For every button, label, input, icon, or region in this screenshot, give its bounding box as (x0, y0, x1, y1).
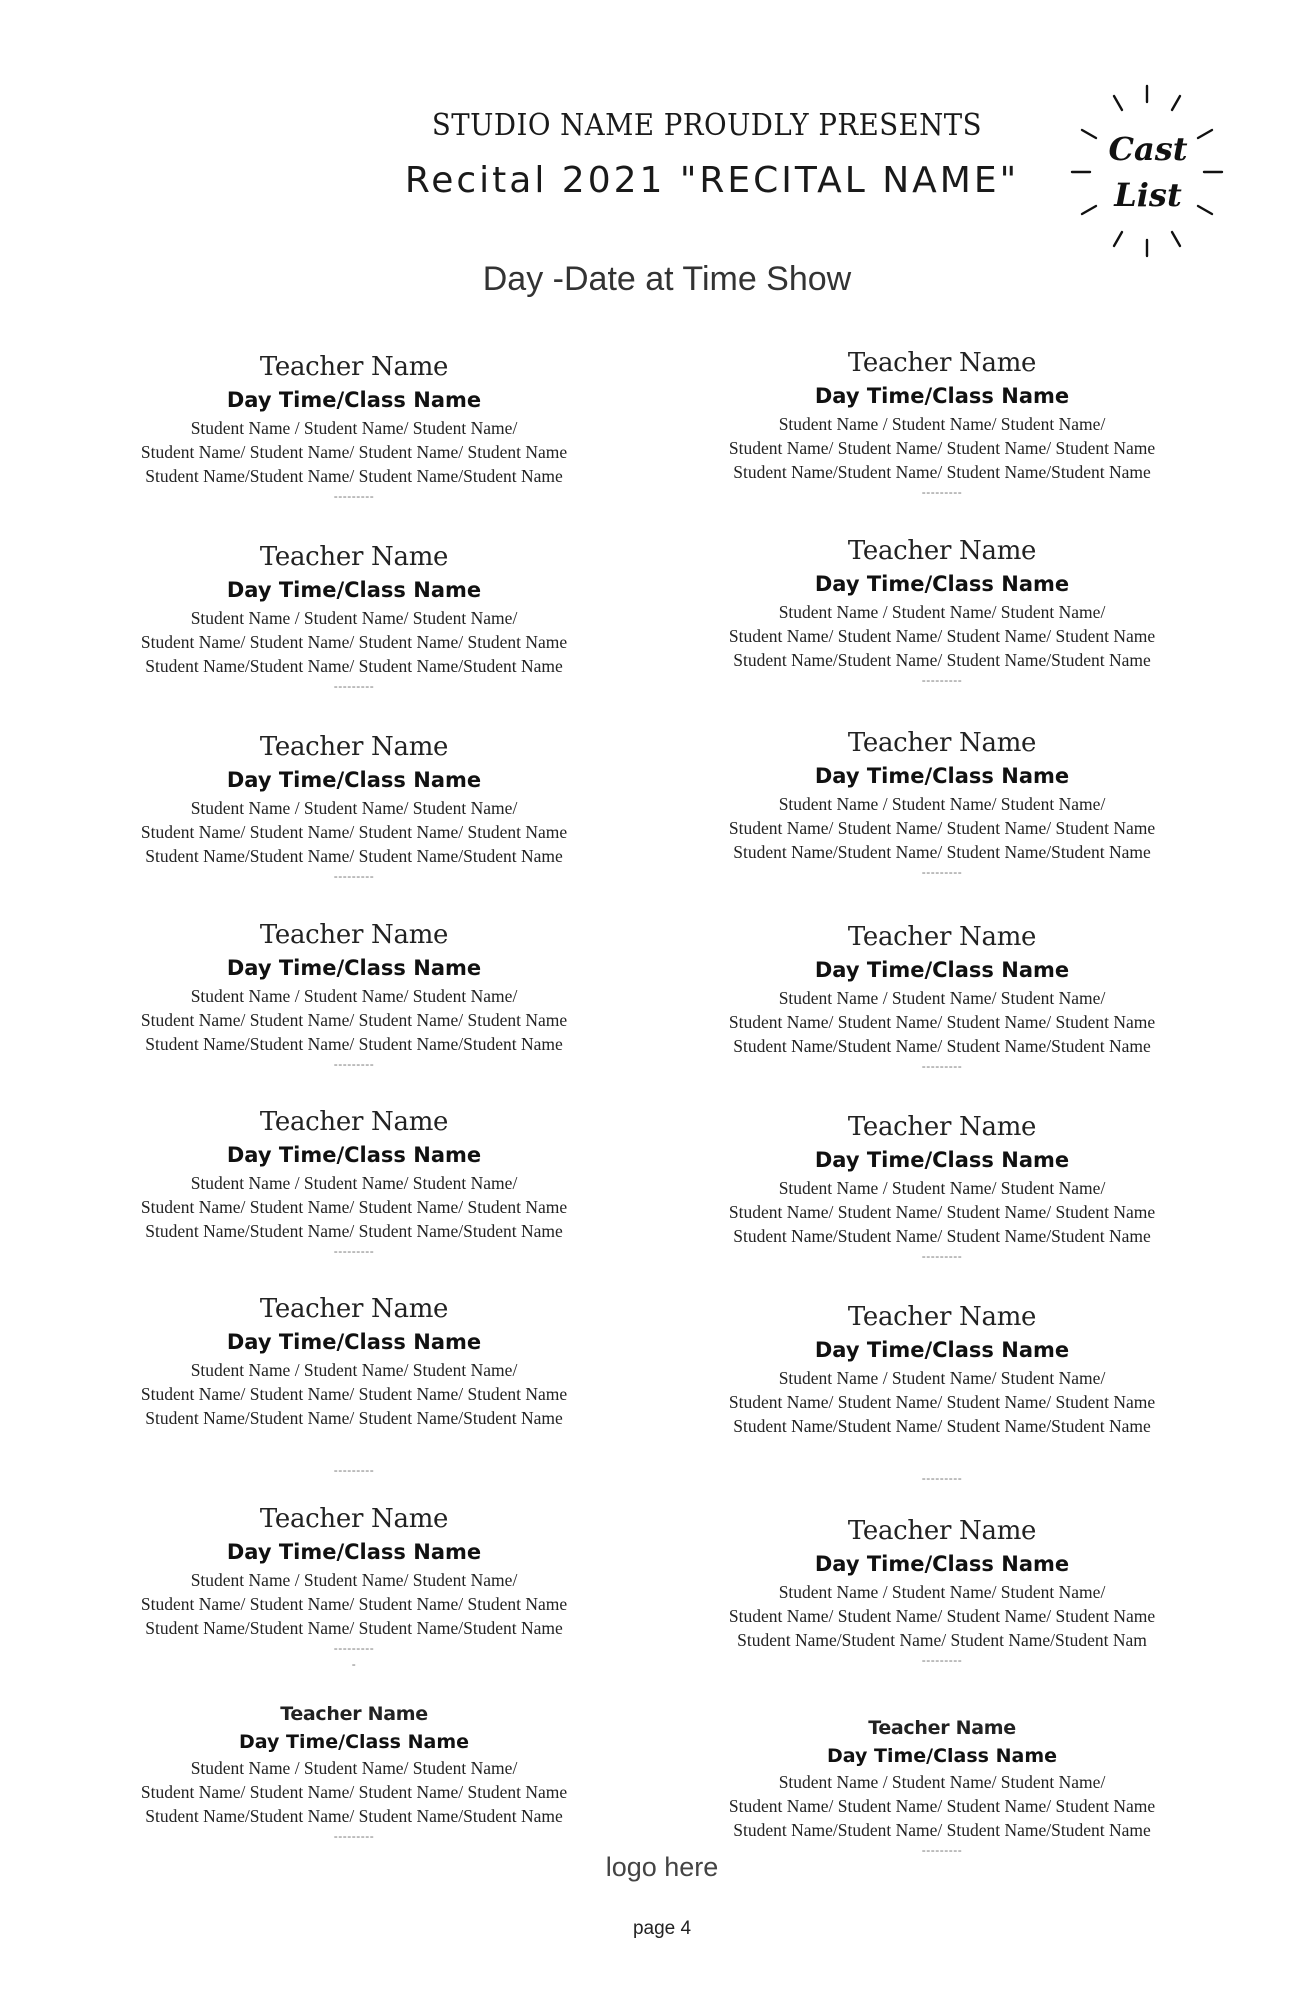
teacher-name: Teacher Name (259, 352, 449, 382)
separator: --------- (333, 679, 375, 693)
cast-entry (672, 1514, 1212, 1668)
student-line: Student Name/ Student Name/ Student Name/ Student Name (140, 442, 568, 462)
student-line: Student Name/Student Name/ Student Name/Student Name (145, 846, 563, 866)
class-name: Day Time/Class Name (826, 1745, 1058, 1767)
class-name: Day Time/Class Name (226, 1143, 482, 1167)
class-name: Day Time/Class Name (814, 764, 1070, 788)
student-line: Student Name / Student Name/ Student Name/ (778, 1582, 1106, 1602)
student-line: Student Name/Student Name/ Student Name/Student Name (733, 1036, 1151, 1056)
class-name: Day Time/Class Name (814, 1552, 1070, 1576)
student-line: Student Name / Student Name/ Student Name/ (190, 418, 518, 438)
student-line: Student Name / Student Name/ Student Name/ (778, 1368, 1106, 1388)
class-name: Day Time/Class Name (226, 578, 482, 602)
teacher-name: Teacher Name (259, 1294, 449, 1324)
student-line: Student Name/Student Name/ Student Name/Student Name (733, 842, 1151, 862)
student-line: Student Name/ Student Name/ Student Name/ Student Name (140, 822, 568, 842)
cast-entry (672, 1110, 1212, 1264)
student-line: Student Name/ Student Name/ Student Name/ Student Name (728, 1012, 1156, 1032)
student-line: Student Name/Student Name/ Student Name/Student Name (145, 1408, 563, 1428)
student-line: Student Name / Student Name/ Student Name/ (778, 988, 1106, 1008)
student-line: Student Name / Student Name/ Student Name/ (190, 608, 518, 628)
teacher-name: Teacher Name (259, 542, 449, 572)
logo-placeholder: logo here (605, 1852, 719, 1882)
cast-entry (84, 540, 624, 694)
student-line: Student Name / Student Name/ Student Name/ (190, 1570, 518, 1590)
studio-presents-heading: STUDIO NAME PROUDLY PRESENTS (431, 108, 983, 143)
student-line: Student Name / Student Name/ Student Name/ (190, 1360, 518, 1380)
student-line: Student Name/Student Name/ Student Name/Student Name (145, 1806, 563, 1826)
student-line: Student Name / Student Name/ Student Name/ (778, 414, 1106, 434)
student-line: Student Name/Student Name/ Student Name/Student Name (733, 1820, 1151, 1840)
student-line: Student Name/Student Name/ Student Name/Student Name (145, 1034, 563, 1054)
student-line: Student Name/ Student Name/ Student Name/ Student Name (728, 1796, 1156, 1816)
class-name: Day Time/Class Name (238, 1731, 470, 1753)
student-line: Student Name/ Student Name/ Student Name/ Student Name (728, 438, 1156, 458)
cast-entry (672, 1300, 1212, 1486)
student-line: Student Name/ Student Name/ Student Name/ Student Name (728, 1202, 1156, 1222)
cast-entry (84, 1502, 624, 1672)
student-line: Student Name/ Student Name/ Student Name/ Student Name (728, 1606, 1156, 1626)
teacher-name: Teacher Name (259, 920, 449, 950)
separator: --------- (921, 1843, 963, 1857)
separator: --------- (921, 865, 963, 879)
separator: --------- (333, 1057, 375, 1071)
separator: --------- (921, 1653, 963, 1667)
class-name: Day Time/Class Name (226, 1540, 482, 1564)
class-name: Day Time/Class Name (226, 768, 482, 792)
cast-entry (84, 1105, 624, 1259)
separator: --------- (921, 1059, 963, 1073)
teacher-name: Teacher Name (847, 1112, 1037, 1142)
cast-entry (672, 1714, 1212, 1858)
cast-entry (84, 1292, 624, 1478)
cast-entry (84, 1700, 624, 1844)
teacher-name: Teacher Name (847, 1516, 1037, 1546)
student-line: Student Name/ Student Name/ Student Name/ Student Name (728, 626, 1156, 646)
student-line: Student Name / Student Name/ Student Name/ (190, 798, 518, 818)
class-name: Day Time/Class Name (814, 1338, 1070, 1362)
cast-list-badge (1052, 80, 1242, 270)
teacher-name: Teacher Name (847, 1302, 1037, 1332)
student-line: Student Name / Student Name/ Student Name/ (778, 794, 1106, 814)
teacher-name: Teacher Name (259, 732, 449, 762)
teacher-name: Teacher Name (847, 348, 1037, 378)
class-name: Day Time/Class Name (226, 956, 482, 980)
class-name: Day Time/Class Name (226, 388, 482, 412)
student-line: Student Name/Student Name/ Student Name/Student Name (733, 650, 1151, 670)
student-line: Student Name/ Student Name/ Student Name/ Student Name (140, 1384, 568, 1404)
teacher-name: Teacher Name (847, 536, 1037, 566)
student-line: Student Name/ Student Name/ Student Name/ Student Name (140, 1782, 568, 1802)
teacher-name: Teacher Name (259, 1504, 449, 1534)
page-number: page 4 (632, 1918, 692, 1939)
teacher-name: Teacher Name (868, 1717, 1016, 1739)
separator: --------- (333, 489, 375, 503)
cast-entry (84, 350, 624, 504)
student-line: Student Name / Student Name/ Student Name/ (190, 986, 518, 1006)
teacher-name: Teacher Name (280, 1703, 428, 1725)
student-line: Student Name / Student Name/ Student Name/ (778, 1772, 1106, 1792)
student-line: Student Name/ Student Name/ Student Name/ Student Name (140, 1010, 568, 1030)
separator: --------- (333, 869, 375, 883)
student-line: Student Name/Student Name/ Student Name/Student Name (145, 1618, 563, 1638)
separator: --------- (921, 673, 963, 687)
separator: --------- (333, 1829, 375, 1843)
student-line: Student Name/Student Name/ Student Name/Student Name (145, 656, 563, 676)
student-line: Student Name/ Student Name/ Student Name/ Student Name (140, 632, 568, 652)
badge-line-1: Cast (1108, 130, 1188, 168)
recital-title: Recital 2021 "RECITAL NAME" (404, 160, 1020, 201)
student-line: Student Name/ Student Name/ Student Name/ Student Name (140, 1197, 568, 1217)
cast-entry (84, 918, 624, 1072)
separator: --------- (921, 1471, 963, 1485)
student-line: Student Name / Student Name/ Student Name/ (190, 1758, 518, 1778)
class-name: Day Time/Class Name (814, 572, 1070, 596)
separator: --------- (921, 1249, 963, 1263)
separator: --------- (333, 1244, 375, 1258)
separator: --------- (333, 1641, 375, 1655)
separator: --------- (333, 1463, 375, 1477)
sunburst-icon (1072, 86, 1222, 256)
student-line: Student Name/ Student Name/ Student Name/ Student Name (140, 1594, 568, 1614)
student-line: Student Name/Student Name/ Student Name/Student Name (145, 466, 563, 486)
separator-extra: - (351, 1657, 357, 1671)
student-line: Student Name/ Student Name/ Student Name/ Student Name (728, 818, 1156, 838)
student-line: Student Name/Student Name/ Student Name/Student Name (733, 462, 1151, 482)
cast-entry (84, 730, 624, 884)
student-line: Student Name/Student Name/ Student Name/Student Nam (737, 1630, 1147, 1650)
cast-entry (672, 534, 1212, 688)
separator: --------- (921, 485, 963, 499)
class-name: Day Time/Class Name (814, 384, 1070, 408)
class-name: Day Time/Class Name (814, 1148, 1070, 1172)
student-line: Student Name / Student Name/ Student Name/ (190, 1173, 518, 1193)
badge-line-2: List (1114, 176, 1182, 214)
class-name: Day Time/Class Name (814, 958, 1070, 982)
student-line: Student Name / Student Name/ Student Name/ (778, 602, 1106, 622)
teacher-name: Teacher Name (847, 728, 1037, 758)
class-name: Day Time/Class Name (226, 1330, 482, 1354)
student-line: Student Name/Student Name/ Student Name/Student Name (145, 1221, 563, 1241)
student-line: Student Name / Student Name/ Student Name/ (778, 1178, 1106, 1198)
student-line: Student Name/ Student Name/ Student Name/ Student Name (728, 1392, 1156, 1412)
teacher-name: Teacher Name (259, 1107, 449, 1137)
cast-entry (672, 726, 1212, 880)
show-date-line: Day -Date at Time Show (482, 260, 852, 298)
teacher-name: Teacher Name (847, 922, 1037, 952)
student-line: Student Name/Student Name/ Student Name/Student Name (733, 1226, 1151, 1246)
cast-entry (672, 346, 1212, 500)
cast-entry (672, 920, 1212, 1074)
student-line: Student Name/Student Name/ Student Name/Student Name (733, 1416, 1151, 1436)
